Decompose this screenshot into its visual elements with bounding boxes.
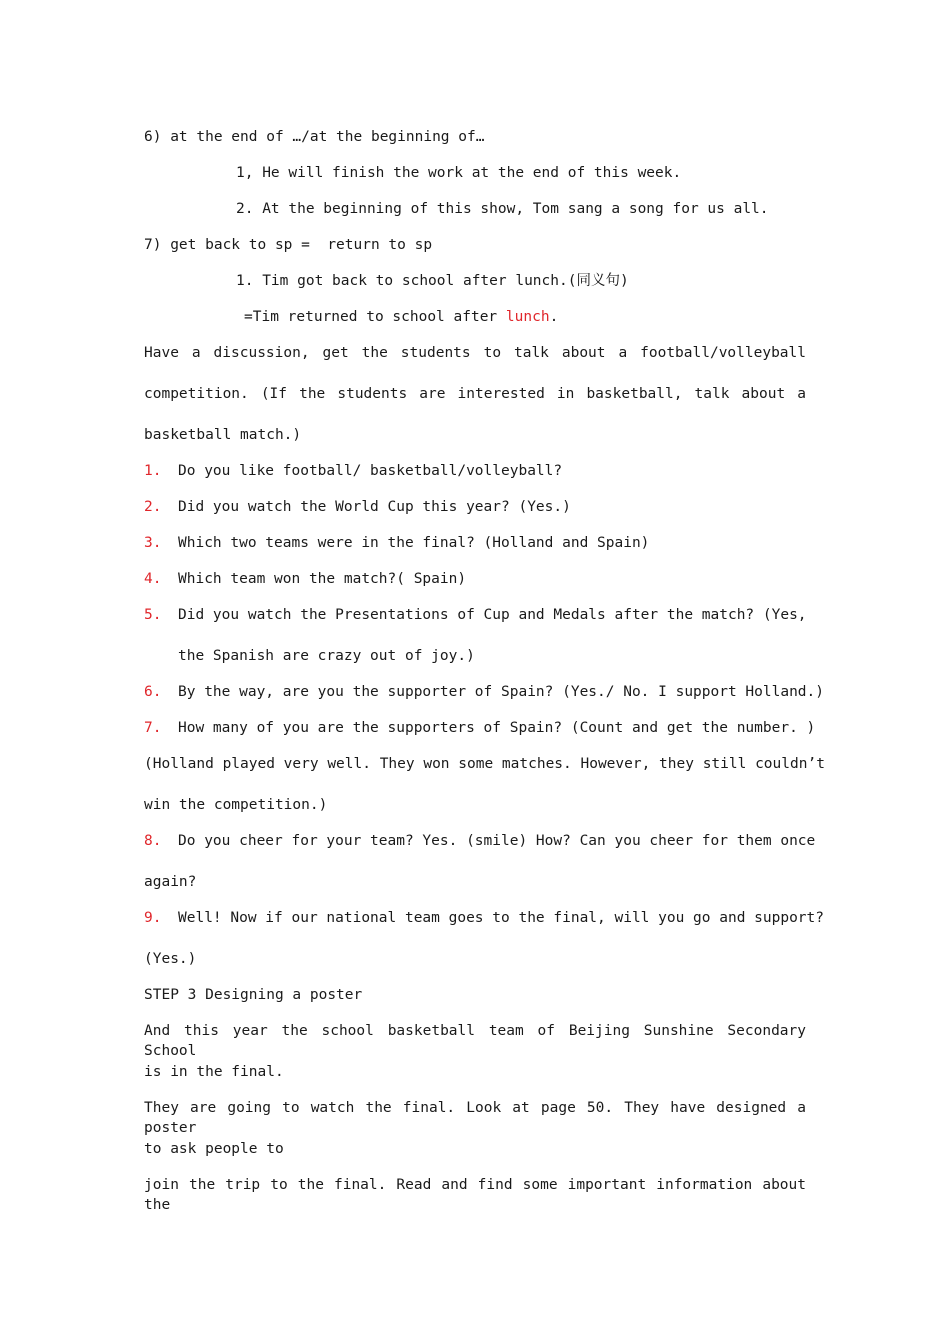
note-line-1: (Holland played very well. They won some matches. However, they still couldn’t [144, 756, 825, 772]
section-7-example-2 [244, 307, 906, 327]
question-number: 8. [144, 833, 162, 849]
question-7 [144, 718, 816, 738]
question-2 [144, 497, 806, 517]
question-5 [144, 605, 806, 625]
question-6 [144, 682, 825, 702]
question-text: Do you cheer for your team? Yes. (smile) How? Can you cheer for them once [178, 833, 816, 849]
question-8 [144, 831, 816, 851]
section-6-example-2: 2. At the beginning of this show, Tom sang a song for us all. [236, 201, 769, 217]
question-number: 4. [144, 571, 162, 587]
discussion-intro-line-2: competition. (If the students are interested in basketball, talk about a [144, 386, 806, 402]
discussion-intro-line-1: Have a discussion, get the students to talk about a football/volleyball [144, 345, 806, 361]
section-6-example-1: 1, He will finish the work at the end of this week. [236, 165, 682, 181]
highlighted-word: lunch [505, 309, 550, 325]
question-8-continued: again? [144, 874, 197, 890]
example-2-end: . [549, 309, 559, 325]
question-number: 3. [144, 535, 162, 551]
question-number: 7. [144, 720, 162, 736]
discussion-intro-line-3: basketball match.) [144, 427, 302, 443]
step-3-paragraph-1-line-2: is in the final. [144, 1064, 284, 1080]
question-9-continued: (Yes.) [144, 951, 197, 967]
step-3-paragraph-3-line-1: join the trip to the final. Read and find some important information about the [144, 1177, 806, 1213]
step-3-paragraph-2-line-2: to ask people to [144, 1141, 284, 1157]
question-4 [144, 569, 806, 589]
question-1 [144, 461, 806, 481]
question-number: 5. [144, 607, 162, 623]
question-number: 9. [144, 910, 162, 926]
example-2-text: =Tim returned to school after [244, 309, 506, 325]
question-text: Which two teams were in the final? (Holland and Spain) [178, 535, 650, 551]
question-text: How many of you are the supporters of Spain? (Count and get the number. ) [178, 720, 816, 736]
section-7-heading: 7) get back to sp = return to sp [144, 237, 433, 253]
question-text: By the way, are you the supporter of Spain? (Yes./ No. I support Holland.) [178, 684, 825, 700]
question-number: 2. [144, 499, 162, 515]
question-number: 6. [144, 684, 162, 700]
question-text: Well! Now if our national team goes to the final, will you go and support? [178, 910, 825, 926]
note-line-2: win the competition.) [144, 797, 328, 813]
step-3-paragraph-2-line-1: They are going to watch the final. Look at page 50. They have designed a poster [144, 1100, 806, 1136]
question-5-continued: the Spanish are crazy out of joy.) [178, 648, 475, 664]
step-3-paragraph-1-line-1: And this year the school basketball team of Beijing Sunshine Secondary School [144, 1023, 806, 1059]
step-3-heading: STEP 3 Designing a poster [144, 987, 363, 1003]
question-text: Did you watch the Presentations of Cup and Medals after the match? (Yes, [178, 607, 807, 623]
question-9 [144, 908, 825, 928]
question-3 [144, 533, 806, 553]
section-7-example-1: 1. Tim got back to school after lunch.(同义句) [236, 273, 629, 289]
section-6-heading: 6) at the end of …/at the beginning of… [144, 129, 485, 145]
question-text: Do you like football/ basketball/volleyball? [178, 463, 563, 479]
question-text: Which team won the match?( Spain) [178, 571, 467, 587]
question-number: 1. [144, 463, 162, 479]
question-text: Did you watch the World Cup this year? (Yes.) [178, 499, 571, 515]
